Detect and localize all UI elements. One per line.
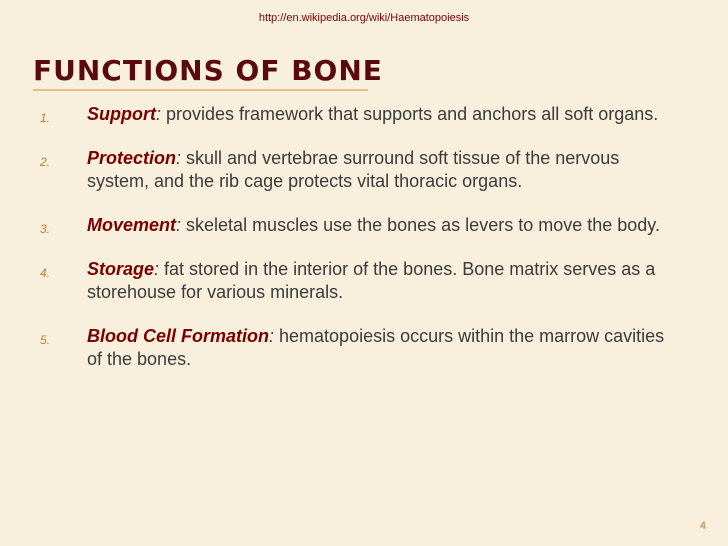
function-list <box>40 103 680 392</box>
list-text: skeletal muscles use the bones as levers to move the body. <box>181 215 660 235</box>
list-colon: : <box>154 259 160 279</box>
source-link[interactable]: http://en.wikipedia.org/wiki/Haematopoiesis <box>258 12 470 24</box>
list-colon: : <box>176 215 182 235</box>
page-number: 4 <box>699 520 706 532</box>
list-number: 1. <box>40 111 51 125</box>
list-text: fat stored in the interior of the bones. Bone matrix serves as a storehouse for various minerals. <box>87 259 656 302</box>
list-term: Support <box>87 104 156 124</box>
list-number: 3. <box>40 222 51 236</box>
list-number: 2. <box>40 155 51 169</box>
list-term: Storage <box>87 259 155 279</box>
list-item-blood-cell-formation <box>40 325 680 371</box>
list-colon: : <box>269 326 275 346</box>
list-term: Protection <box>87 148 177 168</box>
list-term: Blood Cell Formation <box>87 326 269 346</box>
list-item-support <box>40 103 680 126</box>
list-text: skull and vertebrae surround soft tissue of the nervous system, and the rib cage protects vital thoracic organs. <box>87 148 620 191</box>
title-underline <box>33 89 368 91</box>
list-number: 5. <box>40 333 51 347</box>
slide-title: FUNCTIONS OF BONE <box>33 54 383 87</box>
list-item-protection <box>40 147 680 193</box>
list-text: hematopoiesis occurs within the marrow cavities of the bones. <box>87 326 665 369</box>
list-term: Movement <box>87 215 177 235</box>
list-item-movement <box>40 214 680 237</box>
list-colon: : <box>156 104 162 124</box>
list-colon: : <box>176 148 182 168</box>
list-text: provides framework that supports and anchors all soft organs. <box>161 104 659 124</box>
list-item-storage <box>40 258 680 304</box>
list-number: 4. <box>40 266 51 280</box>
